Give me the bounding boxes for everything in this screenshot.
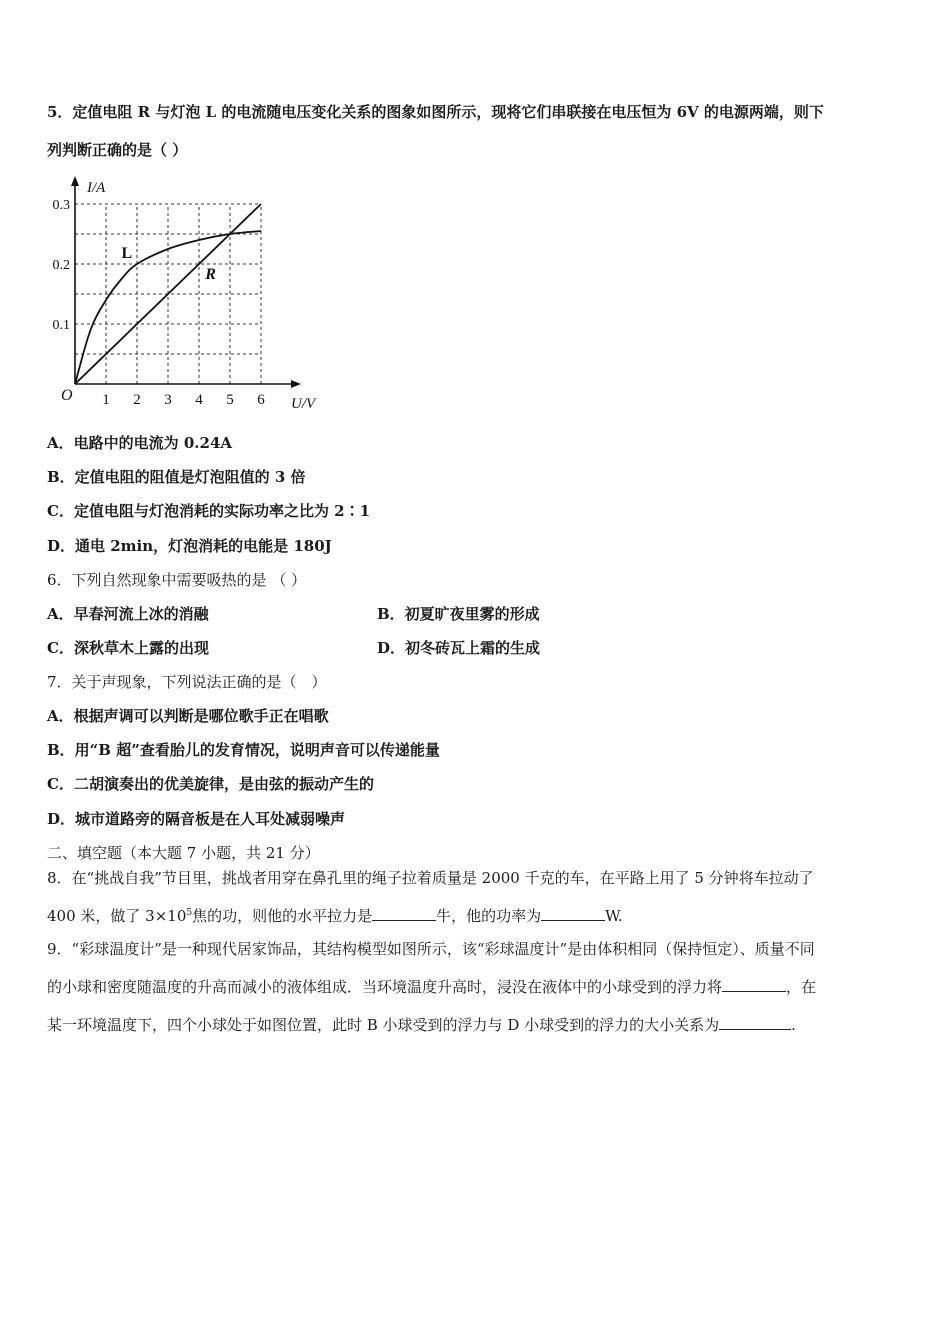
q7-option-c: C．二胡演奏出的优美旋律，是由弦的振动产生的 [47, 775, 374, 793]
q6-stem: 6．下列自然现象中需要吸热的是 （ ） [47, 571, 307, 589]
q8-blank-power[interactable] [541, 919, 605, 921]
q8-blank-force[interactable] [372, 919, 436, 921]
x-tick-label: 6 [257, 392, 265, 408]
q6-option-d: D．初冬砖瓦上霜的生成 [377, 639, 541, 657]
q7-stem: 7．关于声现象，下列说法正确的是（ ） [47, 673, 327, 691]
q8-line2 [47, 905, 623, 926]
x-tick-label: 1 [102, 392, 110, 408]
q5-option-a: A．电路中的电流为 0.24A [47, 434, 233, 452]
x-axis-arrow [291, 380, 301, 388]
series-l-curve [75, 231, 261, 384]
q9-text-2: 的小球和密度随温度的升高而减小的液体组成．当环境温度升高时，浸没在液体中的小球受到的浮力将 [47, 978, 723, 996]
q9-text-2-end: ，在 [786, 978, 817, 996]
q5-option-c: C．定值电阻与灯泡消耗的实际功率之比为 2∶1 [47, 502, 371, 520]
q9-line2 [47, 976, 816, 997]
tick-labels [53, 180, 318, 412]
q8-text-d: W. [605, 907, 623, 925]
q5-option-d: D．通电 2min，灯泡消耗的电能是 180J [47, 537, 332, 555]
series-r-label: R [205, 266, 216, 283]
iu-graph [40, 172, 340, 412]
q6-option-a: A．早春河流上冰的消融 [47, 605, 209, 623]
q5-stem-line2: 列判断正确的是（ ） [47, 141, 188, 159]
q8-text-c: 牛，他的功率为 [436, 907, 542, 925]
x-tick-label: 2 [133, 392, 141, 408]
y-tick-label: 0.3 [52, 198, 70, 213]
q8-line1: 8．在“挑战自我”节目里，挑战者用穿在鼻孔里的绳子拉着质量是 2000 千克的车，在平路上用了 5 分钟将车拉动了 [47, 869, 814, 887]
q7-option-a: A．根据声调可以判断是哪位歌手正在唱歌 [47, 707, 329, 725]
x-tick-label: 4 [195, 392, 203, 408]
q9-text-3: 某一环境温度下，四个小球处于如图位置，此时 B 小球受到的浮力与 D 小球受到的浮力的大小关系为 [47, 1016, 720, 1034]
x-axis-label: U/V [291, 396, 316, 412]
q8-text-a: 400 米，做了 3×10 [47, 907, 187, 925]
q9-blank-buoyancy[interactable] [722, 990, 786, 992]
y-axis-arrow [71, 176, 79, 186]
q9-line3 [47, 1014, 796, 1035]
q7-option-d: D．城市道路旁的隔音板是在人耳处减弱噪声 [47, 810, 346, 828]
q9-text-3-end: . [791, 1016, 796, 1034]
series-l-label: L [121, 245, 133, 262]
q8-exponent: 5 [186, 908, 193, 918]
q9-line1: 9．“彩球温度计”是一种现代居家饰品，其结构模型如图所示，该“彩球温度计”是由体积相同（保持恒定）、质量不同 [47, 940, 815, 958]
q8-text-b: 焦的功，则他的水平拉力是 [192, 907, 373, 925]
x-tick-label: 5 [226, 392, 234, 408]
q7-option-b: B．用“B 超”查看胎儿的发育情况，说明声音可以传递能量 [47, 741, 440, 759]
q6-option-b: B．初夏旷夜里雾的形成 [377, 605, 540, 623]
q6-option-c: C．深秋草木上露的出现 [47, 639, 209, 657]
q9-blank-relation[interactable] [719, 1028, 791, 1030]
y-axis-label: I/A [87, 180, 106, 196]
y-tick-label: 0.2 [52, 258, 70, 273]
x-tick-label: 3 [164, 392, 172, 408]
y-tick-label: 0.1 [52, 318, 70, 333]
origin-label: O [61, 387, 73, 404]
q5-stem-line1: 5．定值电阻 R 与灯泡 L 的电流随电压变化关系的图象如图所示，现将它们串联接在电压恒为 6V 的电源两端，则下 [47, 103, 824, 121]
q5-option-b: B．定值电阻的阻值是灯泡阻值的 3 倍 [47, 468, 306, 486]
section2-title: 二、填空题（本大题 7 小题，共 21 分） [47, 844, 320, 862]
